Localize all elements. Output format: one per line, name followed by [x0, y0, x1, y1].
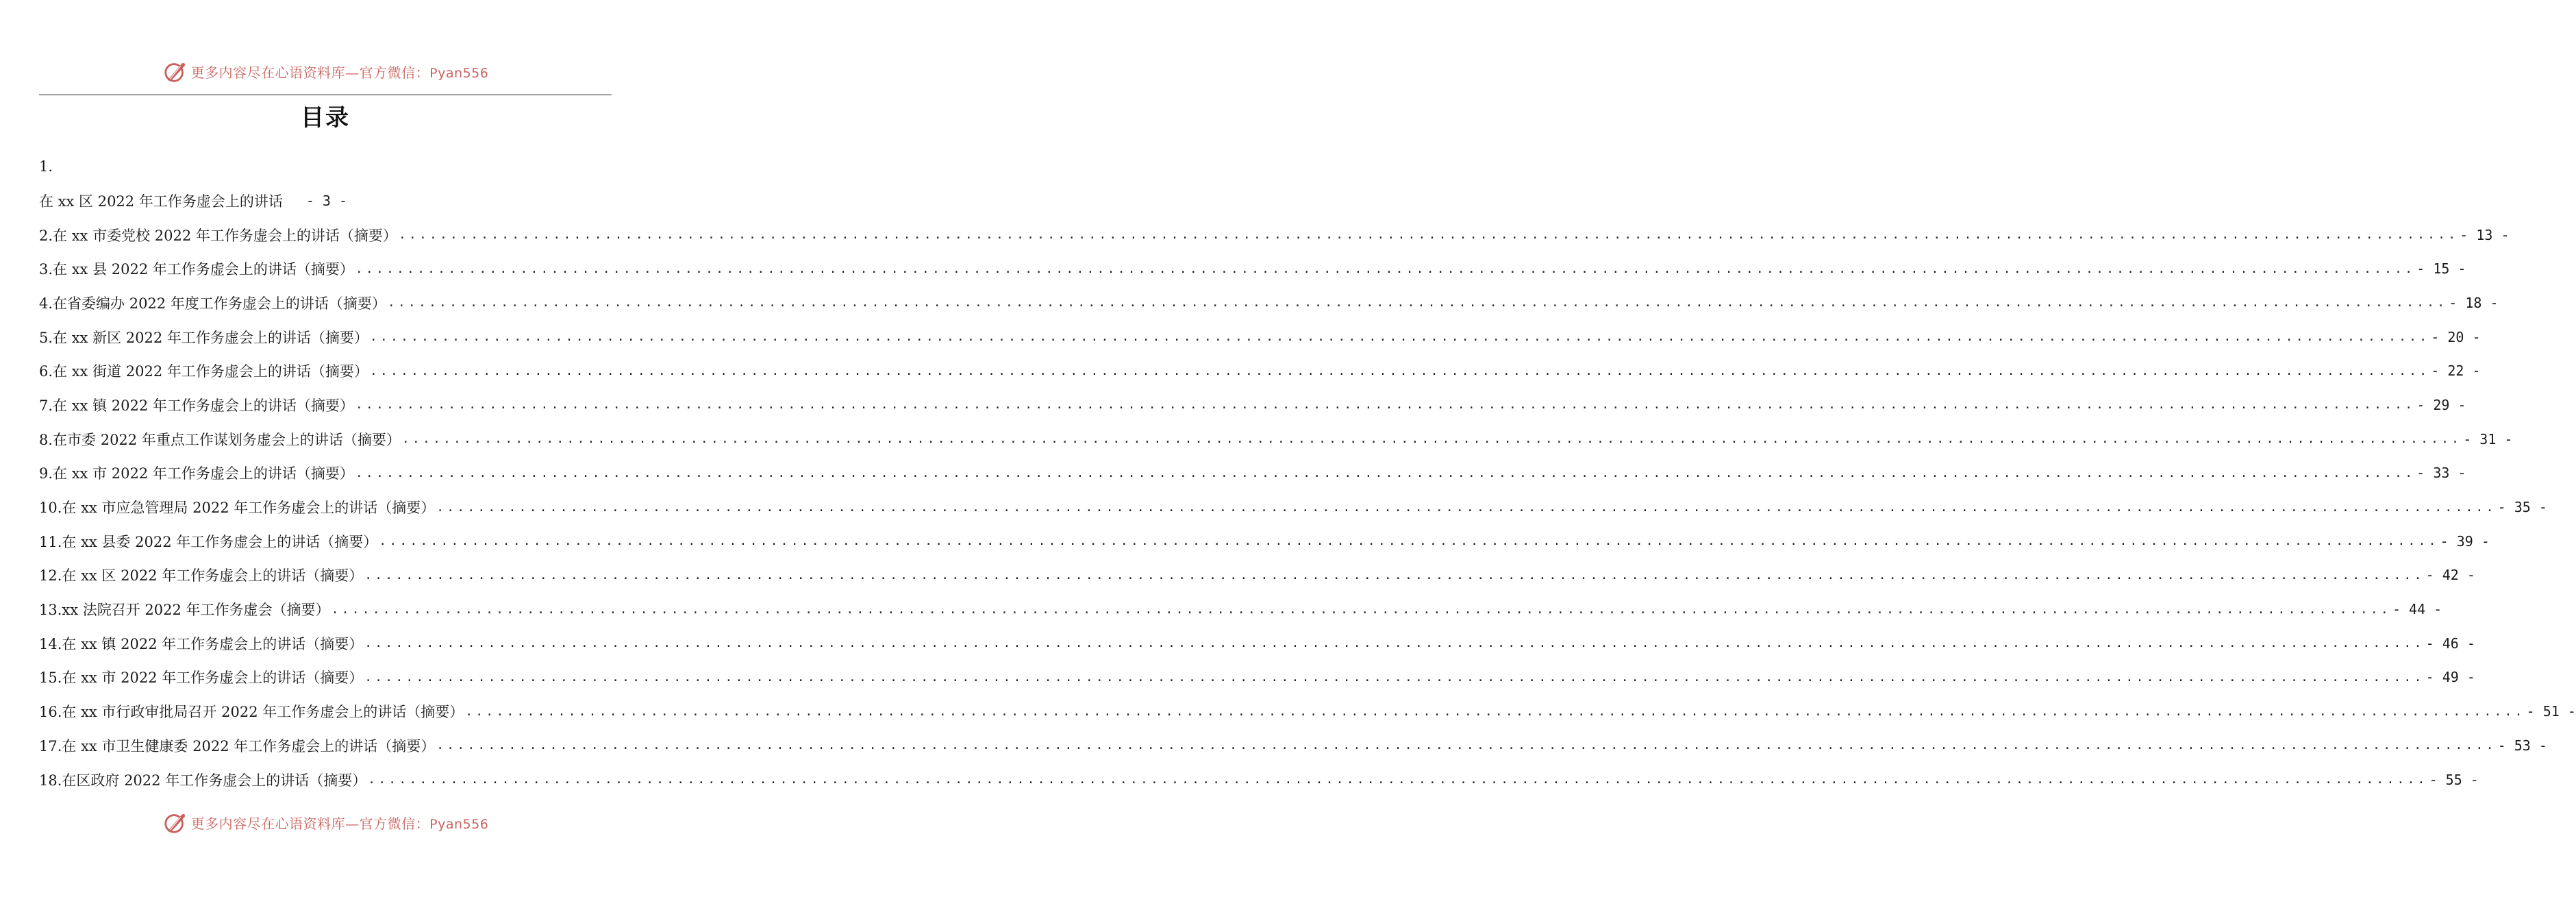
toc-leader-dots: ........................................................................................................................................................................................................	[355, 397, 2416, 413]
toc-entry-title: 18.在区政府 2022 年工作务虚会上的讲话（摘要）	[39, 772, 367, 789]
wechat-id: Pyan556	[429, 816, 489, 832]
toc-leader-dots: ........................................................................................................................................................................................................	[436, 500, 2497, 515]
toc-page-number: - 3 -	[305, 192, 348, 209]
toc-entry[interactable]	[39, 763, 2479, 797]
toc-entry[interactable]	[39, 661, 2475, 695]
toc-page-number: - 33 -	[2416, 465, 2466, 482]
toc-page-number: - 39 -	[2440, 532, 2490, 550]
toc-leader-dots: ........................................................................................................................................................................................................	[364, 636, 2425, 651]
toc-entry[interactable]	[39, 524, 2490, 558]
toc-entry[interactable]	[39, 218, 2510, 252]
toc-page-number: - 29 -	[2416, 396, 2466, 413]
toc-leader-dots: ........................................................................................................................................................................................................	[401, 432, 2462, 447]
footer-banner	[0, 809, 651, 836]
toc-entry-title: 10.在 xx 市应急管理局 2022 年工作务虚会上的讲话（摘要）	[39, 500, 436, 517]
toc-entry[interactable]	[39, 728, 2547, 763]
toc-entry-title: 7.在 xx 镇 2022 年工作务虚会上的讲话（摘要）	[39, 397, 354, 414]
toc-entry[interactable]	[39, 422, 2513, 456]
toc-entry-title: 6.在 xx 街道 2022 年工作务虚会上的讲话（摘要）	[39, 363, 368, 380]
toc-leader-dots: ........................................................................................................................................................................................................	[398, 228, 2459, 243]
toc-page-number: - 13 -	[2460, 226, 2510, 243]
toc-entry-title: 15.在 xx 市 2022 年工作务虚会上的讲话（摘要）	[39, 670, 364, 687]
banner-text: 更多内容尽在心语资料库—官方微信：Pyan556	[190, 815, 489, 832]
toc-page-number: - 42 -	[2425, 567, 2475, 584]
toc-page-number: - 31 -	[2463, 430, 2513, 447]
table-of-contents	[39, 149, 2576, 796]
toc-leader-dots: ........................................................................................................................................................................................................	[387, 295, 2448, 310]
toc-first-number: 1.	[39, 158, 53, 175]
toc-entry[interactable]	[39, 251, 2466, 286]
toc-leader-dots: ........................................................................................................................................................................................................	[364, 670, 2425, 685]
toc-page-number: - 46 -	[2425, 635, 2475, 652]
toc-entry[interactable]	[39, 184, 612, 218]
toc-entry[interactable]	[39, 388, 2466, 422]
toc-page-number: - 55 -	[2429, 771, 2479, 788]
toc-entry-title: 13.xx 法院召开 2022 年工作务虚会（摘要）	[39, 602, 330, 619]
toc-page-number: - 53 -	[2497, 737, 2547, 754]
toc-entry-title: 在 xx 区 2022 年工作务虚会上的讲话	[39, 193, 283, 210]
toc-page-number: - 44 -	[2392, 601, 2442, 618]
toc-leader-dots: ........................................................................................................................................................................................................	[465, 704, 2525, 719]
toc-entry-title: 4.在省委编办 2022 年度工作务虚会上的讲话（摘要）	[39, 295, 386, 312]
toc-leader-dots: ........................................................................................................................................................................................................	[369, 363, 2430, 378]
toc-page-number: - 18 -	[2449, 294, 2499, 311]
toc-entry[interactable]	[39, 694, 2576, 728]
toc-entry-title: 5.在 xx 新区 2022 年工作务虚会上的讲话（摘要）	[39, 329, 368, 346]
toc-page-number: - 15 -	[2416, 260, 2466, 278]
toc-entry[interactable]	[39, 490, 2547, 524]
toc-entry[interactable]	[39, 592, 2442, 626]
wechat-id: Pyan556	[429, 65, 489, 81]
toc-entry[interactable]	[39, 354, 2481, 388]
toc-page-number: - 35 -	[2497, 499, 2547, 516]
toc-entry-title: 8.在市委 2022 年重点工作谋划务虚会上的讲话（摘要）	[39, 431, 401, 448]
toc-leader-dots: ........................................................................................................................................................................................................	[436, 738, 2497, 753]
quill-logo-icon	[162, 809, 188, 835]
toc-leader-dots: ........................................................................................................................................................................................................	[355, 465, 2416, 480]
toc-entry-title: 17.在 xx 市卫生健康委 2022 年工作务虚会上的讲话（摘要）	[39, 737, 436, 754]
toc-entry[interactable]	[39, 626, 2475, 661]
toc-leader-dots: ........................................................................................................................................................................................................	[355, 261, 2416, 276]
toc-entry-title: 3.在 xx 县 2022 年工作务虚会上的讲话（摘要）	[39, 261, 354, 278]
toc-page-number: - 22 -	[2431, 363, 2481, 380]
toc-page-number: - 49 -	[2425, 669, 2475, 686]
toc-leader-dots: ........................................................................................................................................................................................................	[379, 534, 2439, 549]
toc-entry[interactable]	[39, 456, 2466, 491]
toc-entry[interactable]	[39, 558, 2475, 593]
toc-entry-title: 11.在 xx 县委 2022 年工作务虚会上的讲话（摘要）	[39, 533, 378, 550]
toc-entry-title: 2.在 xx 市委党校 2022 年工作务虚会上的讲话（摘要）	[39, 227, 397, 244]
toc-entry[interactable]	[39, 320, 2481, 354]
toc-entry-title: 12.在 xx 区 2022 年工作务虚会上的讲话（摘要）	[39, 567, 364, 585]
quill-logo-icon	[162, 58, 188, 84]
header-banner	[0, 58, 651, 85]
toc-leader-dots: ........................................................................................................................................................................................................	[369, 330, 2430, 345]
toc-leader-dots: ........................................................................................................................................................................................................	[364, 567, 2425, 582]
toc-entry-title: 9.在 xx 市 2022 年工作务虚会上的讲话（摘要）	[39, 465, 354, 482]
toc-leader-dots: ........................................................................................................................................................................................................	[368, 772, 2428, 787]
banner-text: 更多内容尽在心语资料库—官方微信：Pyan556	[190, 64, 489, 81]
toc-entry-title: 16.在 xx 市行政审批局召开 2022 年工作务虚会上的讲话（摘要）	[39, 704, 464, 721]
toc-page-number: - 20 -	[2431, 328, 2481, 345]
toc-leader-dots: ........................................................................................................................................................................................................	[331, 602, 2391, 617]
page-title: 目录	[301, 104, 350, 132]
toc-entry[interactable]	[39, 286, 2499, 320]
toc-page-number: - 51 -	[2526, 703, 2576, 720]
toc-entry-title: 14.在 xx 镇 2022 年工作务虚会上的讲话（摘要）	[39, 635, 364, 652]
